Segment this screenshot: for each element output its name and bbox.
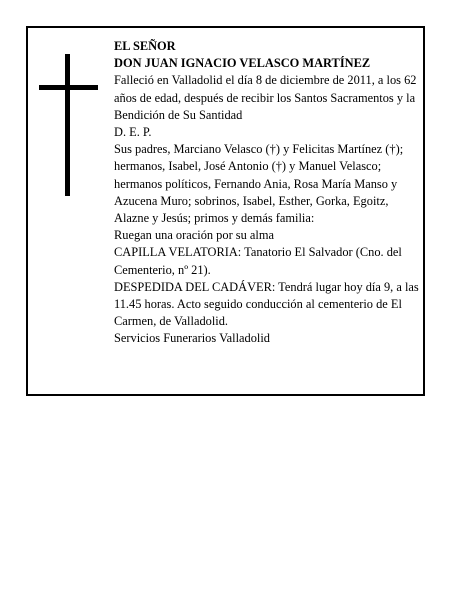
rest-in-peace: D. E. P. xyxy=(114,125,152,140)
family-members: Sus padres, Marciano Velasco (†) y Felicitas Martínez (†); hermanos, Isabel, José Antonio (†) y Manuel Velasco; hermanos políticos, Fernando Ania, Rosa María Manso y Azucena Muro; sobrinos, Isabel, Esther, Gorka, Egoitz, Alazne y Jesús; primos y demás familia: xyxy=(114,142,404,226)
obituary-text xyxy=(114,38,420,348)
death-statement: Falleció en Valladolid el día 8 de diciembre de 2011, a los 62 años de edad, después de recibir los Santos Sacramentos y la Bendición de Su Santidad xyxy=(114,73,417,122)
funeral-services: Servicios Funerarios Valladolid xyxy=(114,331,271,346)
deceased-name: DON JUAN IGNACIO VELASCO MARTÍNEZ xyxy=(114,56,371,71)
cross-icon-arm xyxy=(39,85,98,90)
prayer-request: Ruegan una oración por su alma xyxy=(114,228,274,243)
chapel-info: CAPILLA VELATORIA: Tanatorio El Salvador (Cno. del Cementerio, nº 21). xyxy=(114,245,402,277)
farewell-info: DESPEDIDA DEL CADÁVER: Tendrá lugar hoy día 9, a las 11.45 horas. Acto seguido conducción al cementerio de El Carmen, de Valladolid. xyxy=(114,279,419,329)
notice-title: EL SEÑOR xyxy=(114,39,176,53)
cross-icon xyxy=(65,54,70,196)
